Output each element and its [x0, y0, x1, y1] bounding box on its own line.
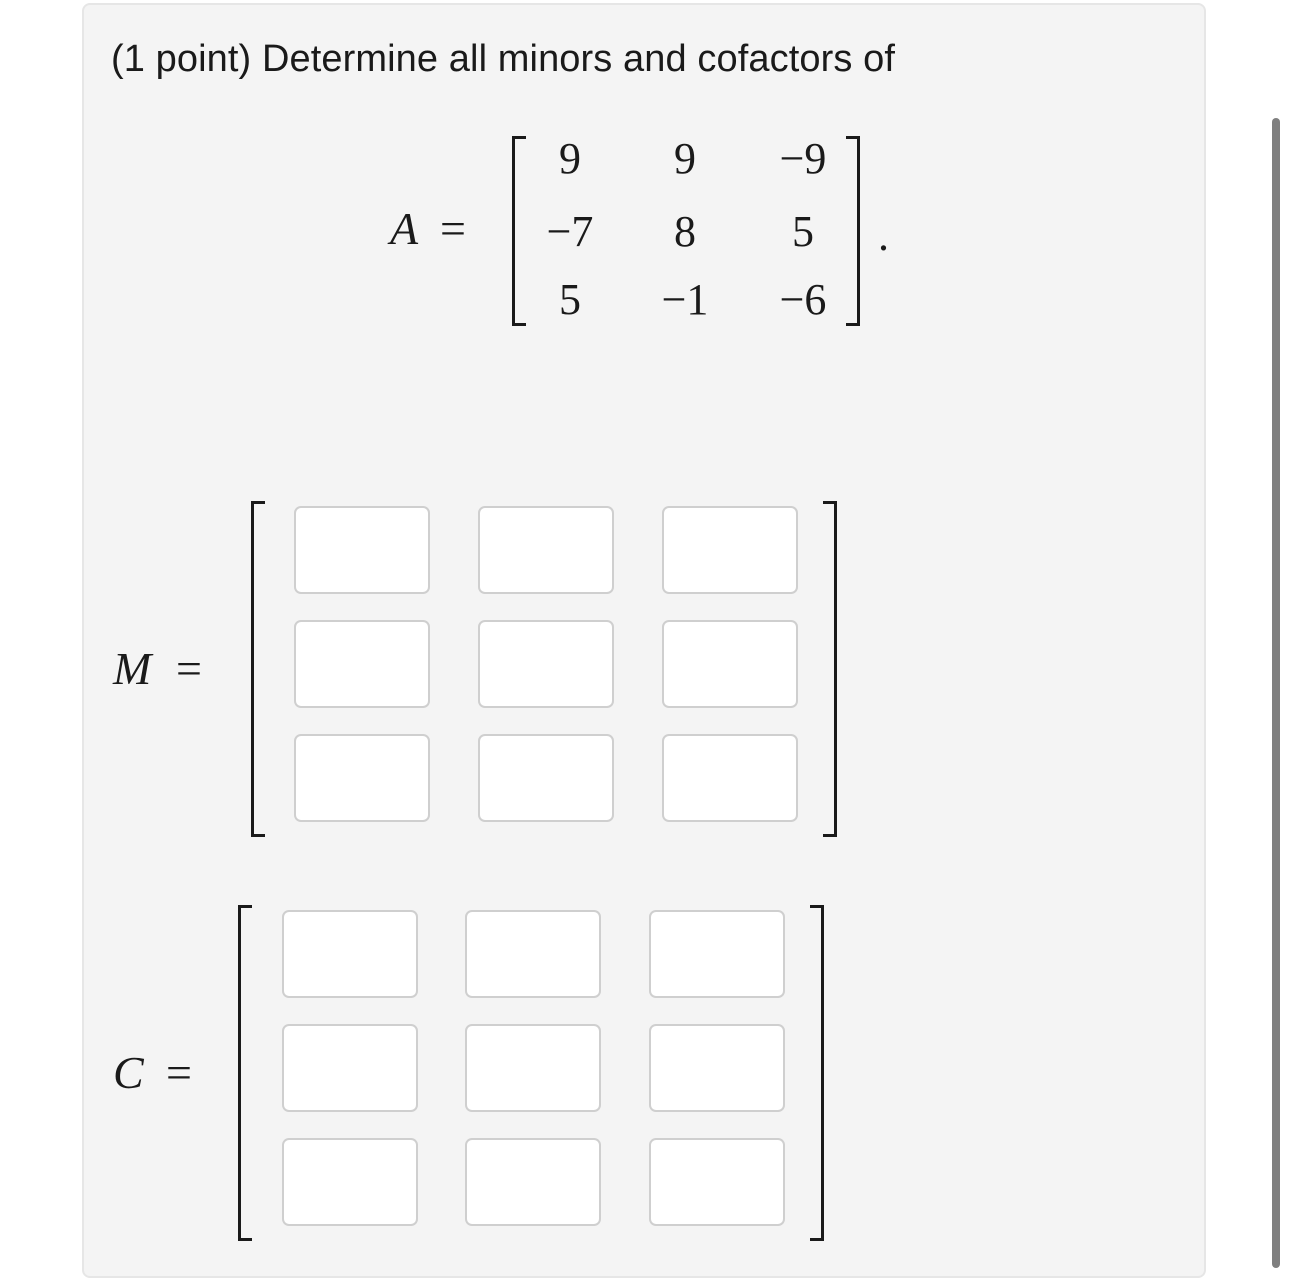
matrix-a-period: . — [878, 211, 889, 260]
cofactor-input-1-3[interactable] — [649, 910, 785, 998]
cofactor-input-2-1[interactable] — [282, 1024, 418, 1112]
matrix-a-cell-3-3: −6 — [779, 275, 827, 324]
minor-input-1-1[interactable] — [294, 506, 430, 594]
minor-input-1-2[interactable] — [478, 506, 614, 594]
minors-label: M — [113, 643, 152, 694]
minor-input-2-3[interactable] — [662, 620, 798, 708]
matrix-a-cell-1-3: −9 — [779, 134, 827, 183]
minors-right-bracket — [823, 501, 837, 837]
minor-input-3-2[interactable] — [478, 734, 614, 822]
cofactor-input-3-3[interactable] — [649, 1138, 785, 1226]
problem-statement: (1 point) Determine all minors and cofactors of — [111, 38, 896, 80]
cofactors-right-bracket — [810, 905, 824, 1241]
minor-input-3-3[interactable] — [662, 734, 798, 822]
matrix-a-cell-1-1: 9 — [559, 134, 581, 183]
minors-left-bracket — [251, 501, 265, 837]
minor-input-3-1[interactable] — [294, 734, 430, 822]
matrix-a-right-bracket — [846, 136, 860, 326]
matrix-a-label: A — [390, 203, 419, 254]
minors-equals: = — [176, 643, 202, 694]
matrix-a-cell-2-3: 5 — [792, 207, 814, 256]
cofactor-input-3-1[interactable] — [282, 1138, 418, 1226]
matrix-a-cell-2-1: −7 — [546, 207, 594, 256]
minor-input-1-3[interactable] — [662, 506, 798, 594]
cofactors-label: C — [113, 1047, 144, 1098]
cofactor-input-3-2[interactable] — [465, 1138, 601, 1226]
matrix-a-equals: = — [440, 203, 466, 254]
matrix-a-cell-3-2: −1 — [661, 275, 709, 324]
cofactor-input-2-3[interactable] — [649, 1024, 785, 1112]
vertical-scrollbar[interactable] — [1272, 118, 1280, 1268]
cofactors-left-bracket — [238, 905, 252, 1241]
cofactor-input-1-1[interactable] — [282, 910, 418, 998]
minor-input-2-2[interactable] — [478, 620, 614, 708]
matrix-a-cell-1-2: 9 — [674, 134, 696, 183]
cofactor-input-2-2[interactable] — [465, 1024, 601, 1112]
cofactor-input-1-2[interactable] — [465, 910, 601, 998]
matrix-a-cell-2-2: 8 — [674, 207, 696, 256]
cofactors-equals: = — [166, 1047, 192, 1098]
minor-input-2-1[interactable] — [294, 620, 430, 708]
matrix-a-cell-3-1: 5 — [559, 275, 581, 324]
